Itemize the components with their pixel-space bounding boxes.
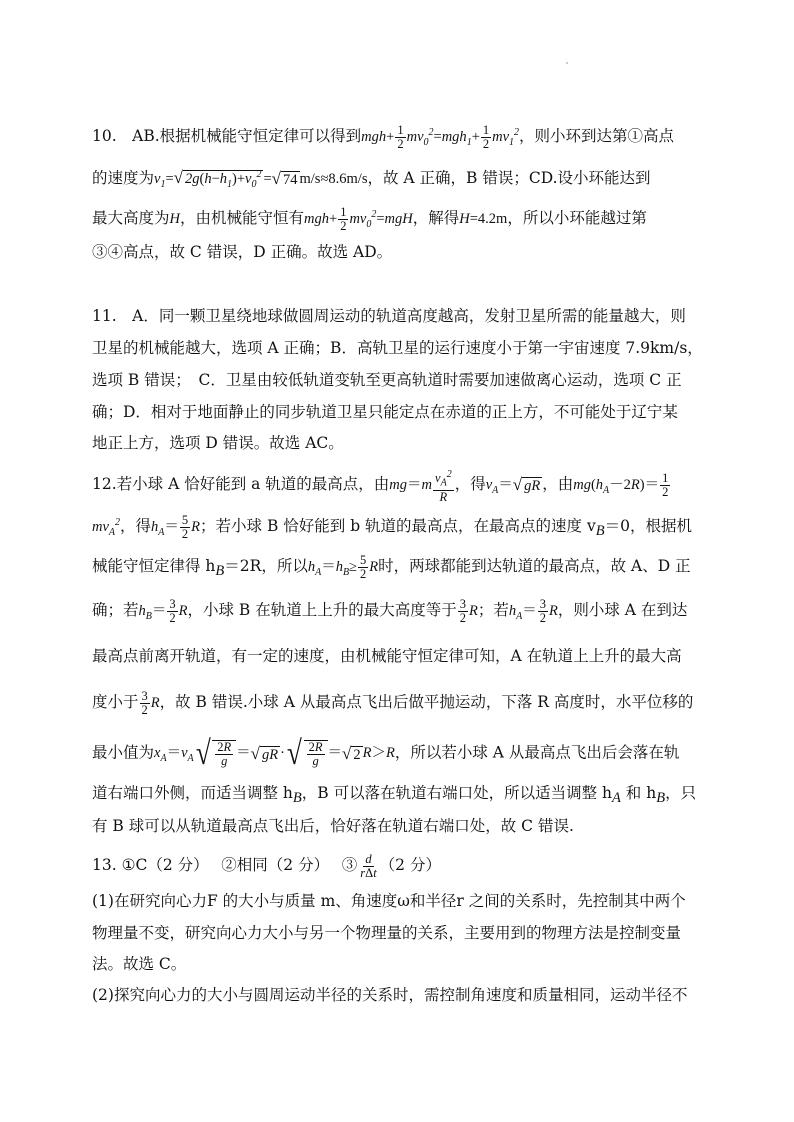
q13-answers: 13. ①C（2 分） ②相同（2 分） ③ $\frac{d}{\text{rΔt}}$ （2 分） [92, 852, 441, 880]
q12-line-9: 有 B 球可以从轨道最高点飞出后，恰好落在轨道右端口处，故 C 错误. [92, 817, 574, 835]
q12-line-8: 道右端口外侧，而适当调整 $h_B$，B 可以落在轨道右端口处，所以适当调整 $h_A$ 和 $h_B$，只 [92, 784, 697, 807]
q11-line-1: 11. A．同一颗卫星绕地球做圆周运动的轨道高度越高，发射卫星所需的能量越大，则 [92, 307, 686, 325]
q10-line-2: 的速度为$v_1=√$ $2g(h-h_1)+v_0^2$ =√ 74 m/s≈8.6m/s，故 A 正确，B 错误；CD.设小环能达到 [92, 167, 651, 191]
q12-line-1: 12.若小球 A 恰好能到 a 轨道的最高点，由mg＝m $\frac{v_A^2}{R}$ ，得$v_A=√$ gR ，由$mg(h_A-2R)=$ $\frac{1}{2}$ [92, 469, 669, 504]
q10-line-3: 最大高度为H，由机械能守恒有mgh+ $\frac{1}{2}$ $mv_0^2=mgH$，解得H=4.2m，所以小环能越过第 [92, 205, 647, 233]
q13-sub1-line-1: (1)在研究向心力F 的大小与质量 m、角速度ω和半径r 之间的关系时，先控制其中两个 [92, 892, 686, 910]
scan-speck [566, 62, 568, 64]
q13-sub2-line-1: (2)探究向心力的大小与圆周运动半径的关系时，需控制角速度和质量相同，运动半径不 [92, 986, 688, 1004]
q12-line-3: 械能守恒定律得 $h_B=2R$，所以$h_A=h_B\ge$ $\frac{5}{2}$ R时，两球都能到达轨道的最高点，故 A、D 正 [92, 553, 691, 581]
q10-energy-equation: mgh+ $\frac{1}{2}$ $mv_0^2=mgh_1+$ $\frac{1}{2}$ $mv_1^2$ [361, 123, 520, 151]
q12-line-2: $mv_A^2$，得$h_A=$ $\frac{5}{2}$ R；若小球 B 恰好能到 b 轨道的最高点，在最高点的速度 $v_B=0$，根据机 [92, 513, 692, 541]
q12-line-4: 确；若$h_B=$ $\frac{3}{2}$ R，小球 B 在轨道上上升的最大高度等于 $\frac{3}{2}$ R；若$h_A=$ $\frac{3}{2}$ R，则小球 A 在到达 [92, 597, 688, 625]
q10-velocity-formula: $v_1=√$ $2g(h-h_1)+v_0^2$ =√ 74 m/s≈8.6m/s [154, 167, 368, 191]
q13-sub1-line-3: 法。故选 C。 [92, 955, 187, 973]
q10-line-1: 10. AB.根据机械能守恒定律可以得到mgh+ $\frac{1}{2}$ $mv_0^2=mgh_1+$ $\frac{1}{2}$ $mv_1^2$，则小环到达第①高点 [92, 123, 675, 151]
q13-answer-3-formula: $\frac{d}{\text{rΔt}}$ [360, 852, 377, 880]
q12-line-5: 最高点前离开轨道，有一定的速度，由机械能守恒定律可知，A 在轨道上上升的最大高 [92, 647, 682, 665]
q13-sub1-line-2: 物理量不变，研究向心力大小与另一个物理量的关系，主要用到的物理方法是控制变量 [92, 924, 682, 942]
q12-displacement-formula: $x_A=v_A$ √ $\frac{2R}{g}$ ＝√ gR · √ $\frac{2R}{g}$ ＝√ 2 R＞R [154, 735, 395, 772]
q11-line-4: 确；D．相对于地面静止的同步轨道卫星只能定点在赤道的正上方，不可能处于辽宁某 [92, 403, 678, 421]
q11-line-2: 卫星的机械能越大，选项 A 正确；B．高轨卫星的运行速度小于第一宇宙速度 7.9km/s， [92, 339, 703, 357]
q12-line-7: 最小值为$x_A=v_A$ √ $\frac{2R}{g}$ ＝√ gR · √ $\frac{2R}{g}$ ＝√ 2 R＞R，所以若小球 A 从最高点飞出后会落在轨 [92, 735, 680, 772]
q11-line-3: 选项 B 错误； C．卫星由较低轨道变轨至更高轨道时需要加速做离心运动，选项 C 正 [92, 371, 682, 389]
q10-line-4: ③④高点，故 C 错误，D 正确。故选 AD。 [92, 243, 393, 261]
q10-energy-equation-2: mgh+ $\frac{1}{2}$ $mv_0^2=mgH$ [304, 205, 413, 233]
q11-line-5: 地正上方，选项 D 错误。故选 AC。 [92, 434, 344, 452]
q12-line-6: 度小于 $\frac{3}{2}$ R，故 B 错误.小球 A 从最高点飞出后做平抛运动，下落 R 高度时，水平位移的 [92, 689, 694, 717]
